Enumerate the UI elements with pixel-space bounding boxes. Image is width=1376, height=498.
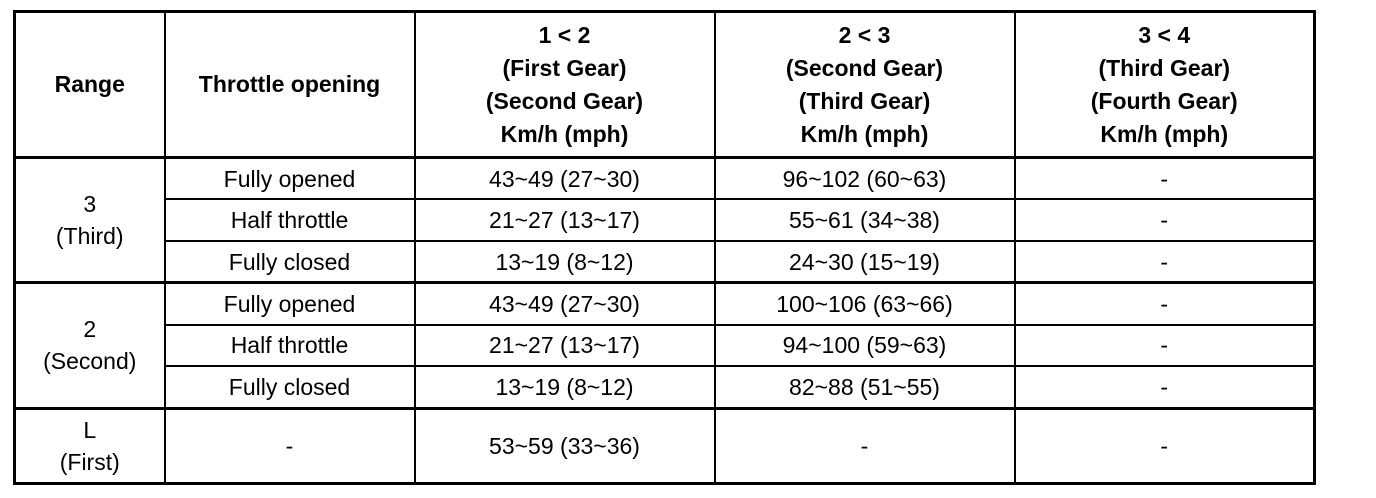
shift-2-3-cell: 82~88 (51~55) — [715, 366, 1015, 408]
range-name: (First) — [59, 448, 120, 475]
header-shift-2-3 — [715, 12, 1015, 158]
shift-1-2-cell: 21~27 (13~17) — [415, 199, 715, 241]
throttle-cell: - — [165, 408, 415, 483]
shift-3-4-cell: - — [1015, 241, 1315, 283]
shift-2-3-cell: 55~61 (34~38) — [715, 199, 1015, 241]
throttle-cell: Fully closed — [165, 241, 415, 283]
shift-3-4-cell: - — [1015, 408, 1315, 483]
table-row — [15, 283, 1315, 325]
shift-2-3-cell: 94~100 (59~63) — [715, 325, 1015, 367]
shift-3-4-cell: - — [1015, 325, 1315, 367]
table-row — [15, 199, 1315, 241]
header-line: (Second Gear) — [785, 54, 944, 81]
header-line: 1 < 2 — [538, 21, 591, 48]
table-row — [15, 241, 1315, 283]
throttle-cell: Half throttle — [165, 199, 415, 241]
header-shift-3-4 — [1015, 12, 1315, 158]
shift-1-2-cell: 21~27 (13~17) — [415, 325, 715, 367]
shift-1-2-cell: 43~49 (27~30) — [415, 283, 715, 325]
range-value: 3 — [83, 191, 97, 218]
header-shift-1-2 — [415, 12, 715, 158]
header-line: 3 < 4 — [1138, 21, 1191, 48]
header-line: Km/h (mph) — [800, 120, 929, 147]
table-row — [15, 158, 1315, 200]
shift-1-2-cell: 13~19 (8~12) — [415, 241, 715, 283]
throttle-cell: Half throttle — [165, 325, 415, 367]
shift-3-4-cell: - — [1015, 158, 1315, 200]
shift-1-2-cell: 43~49 (27~30) — [415, 158, 715, 200]
header-range: Range — [15, 12, 165, 158]
throttle-cell: Fully opened — [165, 158, 415, 200]
header-line: (Third Gear) — [1098, 54, 1231, 81]
range-cell — [15, 158, 165, 283]
header-line: (First Gear) — [502, 54, 627, 81]
table-row — [15, 408, 1315, 483]
header-line: (Second Gear) — [485, 87, 644, 114]
throttle-cell: Fully closed — [165, 366, 415, 408]
header-line: (Fourth Gear) — [1090, 87, 1238, 114]
shift-2-3-cell: 96~102 (60~63) — [715, 158, 1015, 200]
shift-3-4-cell: - — [1015, 366, 1315, 408]
header-line: Km/h (mph) — [1100, 120, 1229, 147]
shift-1-2-cell: 13~19 (8~12) — [415, 366, 715, 408]
range-cell — [15, 408, 165, 483]
shift-3-4-cell: - — [1015, 199, 1315, 241]
range-name: (Second) — [43, 348, 137, 375]
header-line: Km/h (mph) — [500, 120, 629, 147]
table-row — [15, 366, 1315, 408]
header-throttle-opening: Throttle opening — [165, 12, 415, 158]
range-cell — [15, 283, 165, 408]
header-line: (Third Gear) — [798, 87, 931, 114]
shift-3-4-cell: - — [1015, 283, 1315, 325]
shift-1-2-cell: 53~59 (33~36) — [415, 408, 715, 483]
header-row — [15, 12, 1315, 158]
throttle-cell: Fully opened — [165, 283, 415, 325]
shift-2-3-cell: - — [715, 408, 1015, 483]
shift-2-3-cell: 24~30 (15~19) — [715, 241, 1015, 283]
header-line: 2 < 3 — [838, 21, 891, 48]
range-value: 2 — [83, 316, 97, 343]
range-name: (Third) — [55, 223, 124, 250]
shift-2-3-cell: 100~106 (63~66) — [715, 283, 1015, 325]
range-value: L — [83, 416, 97, 443]
shift-speed-table — [13, 10, 1316, 485]
table-row — [15, 325, 1315, 367]
